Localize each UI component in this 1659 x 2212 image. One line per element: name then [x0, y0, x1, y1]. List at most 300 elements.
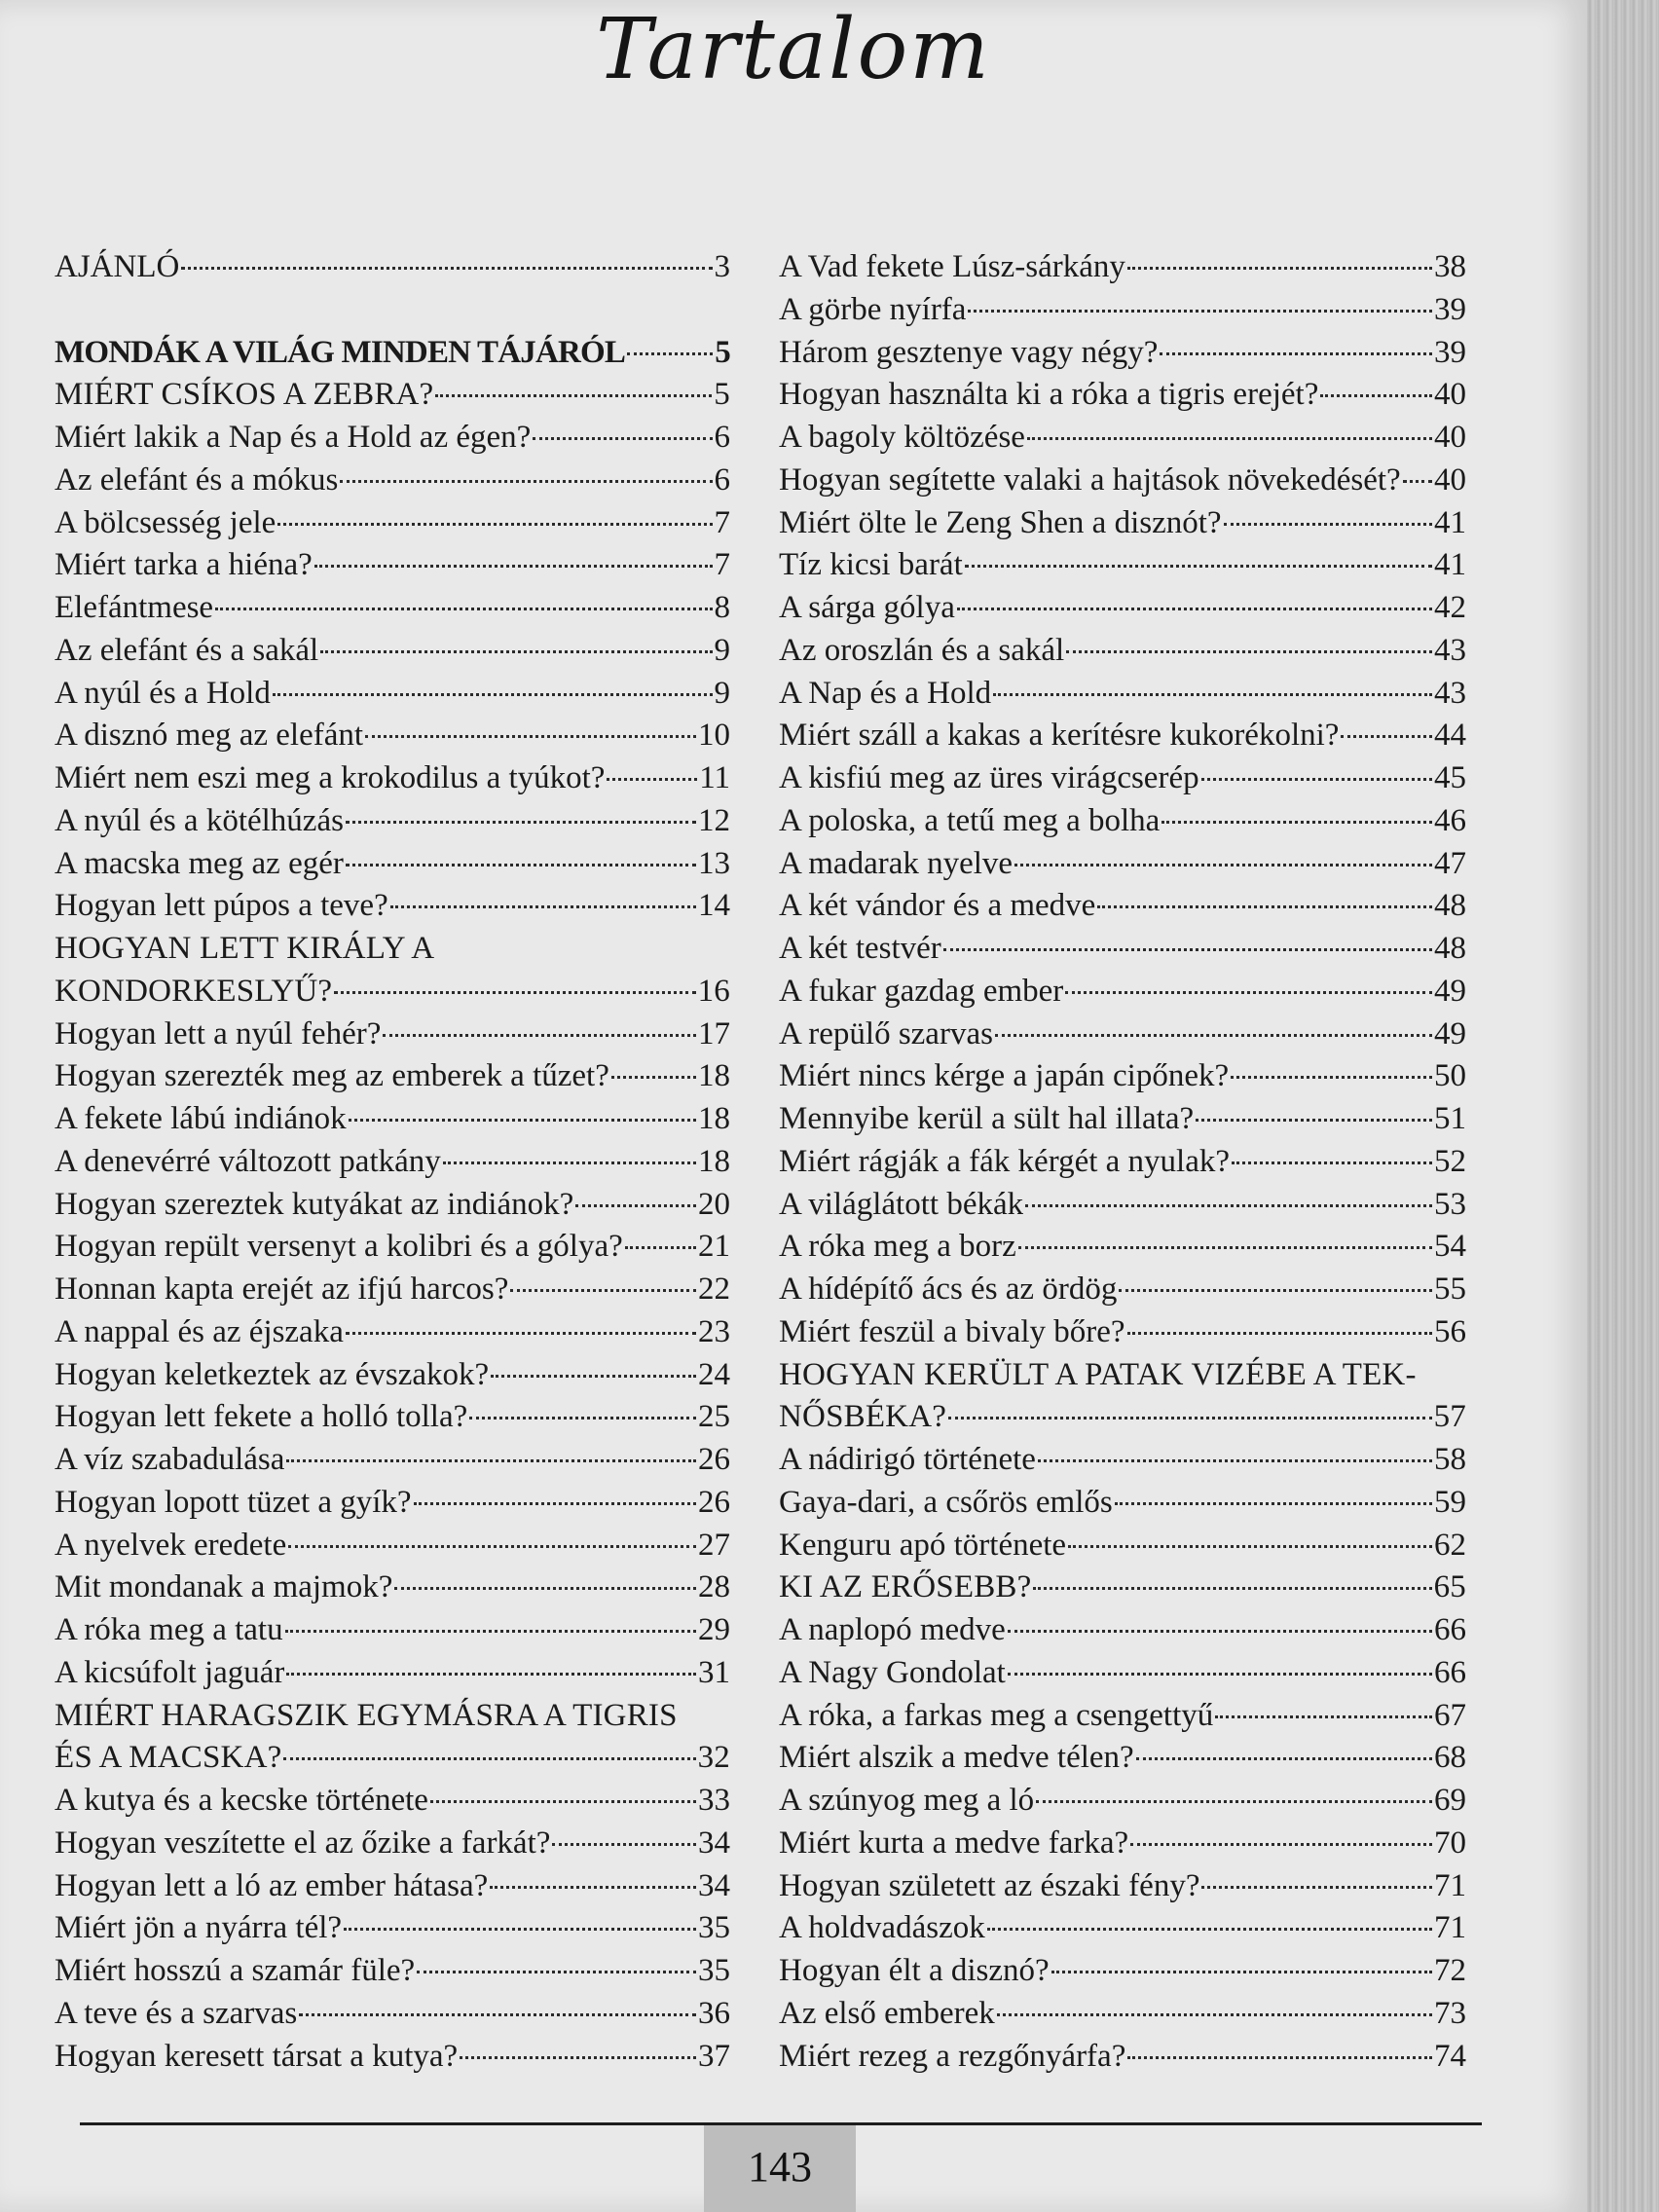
toc-entry: [55, 1780, 730, 1823]
toc-entry: [779, 1567, 1466, 1609]
dot-leader: [340, 480, 712, 483]
toc-entry-page: 13: [698, 845, 730, 881]
toc-entry-title: A poloska, a tetű meg a bolha: [779, 802, 1161, 838]
toc-entry-page: 68: [1434, 1740, 1466, 1776]
toc-entry-title: KONDORKESLYŰ?: [55, 973, 333, 1009]
toc-entry-title-line: HOGYAN LETT KIRÁLY A: [55, 931, 435, 966]
dot-leader: [1038, 1459, 1432, 1462]
toc-entry-title: A nyúl és a kötélhúzás: [55, 802, 344, 838]
toc-entry-title: A róka meg a tatu: [55, 1612, 283, 1647]
toc-entry: [55, 630, 730, 673]
toc-entry: [779, 502, 1466, 545]
dot-leader: [286, 1459, 696, 1462]
toc-entry: [779, 1652, 1466, 1695]
toc-entry-title: NŐSBÉKA?: [779, 1399, 947, 1435]
toc-entry-title: KI AZ ERŐSEBB?: [779, 1569, 1032, 1605]
toc-entry-page: 23: [698, 1313, 730, 1349]
dot-leader: [625, 1246, 696, 1249]
dot-leader: [435, 394, 712, 397]
toc-right-column: [779, 246, 1466, 2078]
toc-entry-title: A kicsúfolt jaguár: [55, 1654, 285, 1690]
toc-entry: [55, 417, 730, 460]
toc-entry-page: 69: [1434, 1783, 1466, 1818]
toc-entry-title: A kisfiú meg az üres virágcserép: [779, 760, 1199, 795]
toc-entry: [779, 332, 1466, 375]
toc-entry-title: A hídépítő ács és az ördög: [779, 1272, 1118, 1307]
dot-leader: [286, 1673, 696, 1676]
dot-leader: [430, 1800, 696, 1803]
toc-entry: [55, 1950, 730, 1993]
toc-entry-title: Miért ölte le Zeng Shen a disznót?: [779, 504, 1222, 540]
toc-entry-title: A víz szabadulása: [55, 1442, 285, 1477]
toc-entry-title: Az első emberek: [779, 1995, 995, 2031]
dot-leader: [1161, 821, 1432, 824]
toc-entry-page: 17: [698, 1015, 730, 1051]
toc-entry-title: Hogyan élt a disznó?: [779, 1953, 1050, 1988]
toc-entry-page: 74: [1434, 2038, 1466, 2074]
dot-leader: [533, 437, 712, 440]
dot-leader: [181, 267, 712, 270]
toc-entry-title: Hogyan lett púpos a teve?: [55, 888, 388, 924]
toc-entry: [55, 1439, 730, 1482]
dot-leader: [1320, 394, 1432, 397]
toc-entry: [55, 332, 730, 375]
toc-entry-title: Mennyibe kerül a sült hal illata?: [779, 1101, 1195, 1136]
toc-entry-title: Miért rezeg a rezgőnyárfa?: [779, 2038, 1126, 2074]
toc-entry-page: 6: [714, 420, 730, 455]
dot-leader: [1014, 864, 1432, 866]
toc-entry: [779, 1950, 1466, 1993]
dot-leader: [390, 905, 696, 908]
toc-entry: [779, 587, 1466, 630]
toc-entry: [55, 1055, 730, 1098]
toc-entry: [55, 715, 730, 757]
toc-entry: [779, 1737, 1466, 1780]
toc-entry: [55, 1737, 730, 1780]
dot-leader: [948, 1417, 1431, 1419]
dot-leader: [1018, 1246, 1432, 1249]
dot-leader: [491, 1375, 696, 1378]
toc-entry-page: 34: [698, 1825, 730, 1861]
toc-entry-page: 49: [1434, 1015, 1466, 1051]
toc-entry: [55, 885, 730, 928]
toc-entry-title: Az elefánt és a sakál: [55, 632, 319, 668]
toc-entry: [55, 1609, 730, 1652]
toc-entry: [779, 246, 1466, 289]
dot-leader: [394, 1587, 696, 1590]
toc-entry: [779, 971, 1466, 1014]
toc-entry-page: 34: [698, 1867, 730, 1903]
toc-entry: [779, 460, 1466, 502]
toc-entry-title: A madarak nyelve: [779, 845, 1014, 881]
toc-entry-page: 52: [1434, 1143, 1466, 1179]
toc-entry: [779, 928, 1466, 971]
dot-leader: [957, 608, 1432, 610]
toc-entry-title: A bölcsesség jele: [55, 504, 276, 540]
toc-entry-page: 5: [715, 334, 730, 370]
toc-entry-page: 7: [714, 504, 730, 540]
toc-entry-title: Az elefánt és a mókus: [55, 461, 339, 498]
toc-entry-title: Miért száll a kakas a kerítésre kukorékolni?: [779, 718, 1340, 754]
dot-leader: [1065, 991, 1432, 994]
dot-leader: [299, 2013, 696, 2016]
toc-entry-title: A fekete lábú indiánok: [55, 1101, 347, 1136]
toc-entry-page: 40: [1434, 377, 1466, 413]
toc-entry-title: A teve és a szarvas: [55, 1995, 298, 2031]
toc-entry: [779, 1993, 1466, 2036]
dot-leader: [443, 1161, 696, 1164]
toc-entry-page: 9: [714, 632, 730, 668]
toc-entry-page: 43: [1434, 632, 1466, 668]
dot-leader: [1008, 1630, 1432, 1633]
toc-entry-title: Miért alszik a medve télen?: [779, 1740, 1134, 1776]
toc-entry-page: 36: [698, 1995, 730, 2031]
toc-entry-page: 26: [698, 1442, 730, 1477]
toc-entry-title: A Vad fekete Lúsz-sárkány: [779, 249, 1125, 284]
dot-leader: [1215, 1715, 1432, 1718]
toc-entry-page: 40: [1434, 420, 1466, 455]
dot-leader: [1403, 480, 1432, 483]
toc-entry-page: 24: [698, 1356, 730, 1392]
dot-leader: [460, 2056, 696, 2059]
dot-leader: [611, 1076, 696, 1079]
toc-entry-page: 3: [714, 249, 730, 284]
dot-leader: [273, 693, 713, 696]
toc-entry-page: 45: [1434, 760, 1466, 795]
dot-leader: [575, 1204, 696, 1207]
toc-entry-title: Gaya-dari, a csőrös emlős: [779, 1484, 1113, 1520]
toc-entry-page: 54: [1434, 1229, 1466, 1265]
toc-entry: [55, 1482, 730, 1525]
dot-leader: [344, 1928, 696, 1931]
toc-entry-page: 37: [698, 2038, 730, 2074]
dot-leader: [277, 523, 712, 526]
toc-entry: [55, 1226, 730, 1269]
toc-entry-page: 6: [714, 461, 730, 498]
toc-entry-page: 32: [697, 1740, 730, 1776]
dot-leader: [1068, 1545, 1432, 1548]
toc-entry-title: Hogyan keresett társat a kutya?: [55, 2038, 459, 2074]
toc-entry-page: 39: [1434, 291, 1466, 327]
toc-entry-page: 41: [1434, 504, 1466, 540]
dot-leader: [1201, 778, 1432, 781]
toc-entry-title: Hogyan lett a nyúl fehér?: [55, 1015, 382, 1051]
dot-leader: [349, 1119, 696, 1122]
toc-entry-title: A nádirigó története: [779, 1442, 1036, 1477]
toc-entry-page: 10: [698, 718, 730, 754]
toc-entry: [55, 1525, 730, 1567]
toc-entry-page: 39: [1434, 334, 1466, 370]
dot-leader: [215, 608, 712, 610]
toc-entry-page: 7: [714, 547, 730, 583]
toc-entry-title: Miért lakik a Nap és a Hold az égen?: [55, 420, 532, 455]
toc-entry-title: A nyelvek eredete: [55, 1527, 287, 1563]
toc-entry-title: A szúnyog meg a ló: [779, 1783, 1035, 1818]
toc-entry-title: Honnan kapta erejét az ifjú harcos?: [55, 1272, 509, 1307]
dot-leader: [987, 1928, 1432, 1931]
toc-entry: [779, 630, 1466, 673]
toc-entry-page: 51: [1434, 1101, 1466, 1136]
toc-entry-title: MIÉRT CSÍKOS A ZEBRA?: [55, 377, 434, 413]
dot-leader: [288, 1545, 696, 1548]
toc-entry-title: Hogyan segítette valaki a hajtások növekedését?: [779, 461, 1401, 498]
dot-leader: [334, 991, 695, 994]
toc-entry-title: A görbe nyírfa: [779, 291, 967, 327]
dot-leader: [1097, 905, 1432, 908]
toc-entry-title: A két vándor és a medve: [779, 888, 1096, 924]
toc-entry-title: A róka meg a borz: [779, 1229, 1016, 1265]
toc-entry-title: Miért kurta a medve farka?: [779, 1825, 1129, 1861]
dot-leader: [346, 864, 696, 866]
dot-leader: [993, 693, 1432, 696]
toc-entry-page: 72: [1434, 1953, 1466, 1988]
toc-entry-title: AJÁNLÓ: [55, 249, 180, 284]
toc-entry: [55, 1907, 730, 1950]
toc-entry-title: Hogyan született az északi fény?: [779, 1867, 1200, 1903]
toc-entry-title: Az oroszlán és a sakál: [779, 632, 1065, 668]
toc-entry-page: 35: [698, 1910, 730, 1946]
toc-entry: [779, 1609, 1466, 1652]
page-title: Tartalom: [596, 1, 991, 98]
page-number: 143: [748, 2143, 812, 2191]
page-number-box: [704, 2125, 856, 2212]
toc-entry: [55, 502, 730, 545]
toc-entry-title: Hogyan szerezték meg az emberek a tűzet?: [55, 1058, 609, 1094]
toc-entry-title: Hogyan keletkeztek az évszakok?: [55, 1356, 490, 1392]
dot-leader: [1341, 735, 1432, 738]
toc-entry: [779, 417, 1466, 460]
toc-entry-page: 35: [698, 1953, 730, 1988]
dot-leader: [1066, 650, 1432, 653]
toc-entry-page: 22: [698, 1272, 730, 1307]
toc-entry-title: Miért nincs kérge a japán cipőnek?: [779, 1058, 1230, 1094]
toc-entry-page: 27: [698, 1527, 730, 1563]
toc-entry-title: Hogyan lett a ló az ember hátasa?: [55, 1867, 489, 1903]
toc-entry-page: 38: [1434, 249, 1466, 284]
toc-entry-title: A denevérré változott patkány: [55, 1143, 441, 1179]
dot-leader: [320, 650, 712, 653]
toc-entry-title: A sárga gólya: [779, 590, 955, 625]
toc-entry-page: 29: [698, 1612, 730, 1647]
toc-entry-page: 20: [698, 1186, 730, 1222]
toc-entry: [55, 757, 730, 800]
toc-entry: [55, 1993, 730, 2036]
dot-leader: [1051, 1971, 1432, 1973]
toc-entry-title-line: MIÉRT HARAGSZIK EGYMÁSRA A TIGRIS: [55, 1697, 678, 1733]
toc-entry-title: A kutya és a kecske története: [55, 1783, 428, 1818]
dot-leader: [552, 1843, 696, 1846]
toc-entry-title: Hogyan veszítette el az őzike a farkát?: [55, 1825, 551, 1861]
toc-entry-page: 66: [1434, 1612, 1466, 1647]
toc-entry: [55, 1865, 730, 1908]
toc-entry-title: Elefántmese: [55, 590, 214, 625]
dot-leader: [1196, 1119, 1432, 1122]
toc-entry-title: ÉS A MACSKA?: [55, 1740, 282, 1776]
toc-entry-title: Hogyan szereztek kutyákat az indiánok?: [55, 1186, 574, 1222]
toc-entry: [779, 1055, 1466, 1098]
toc-entry-page: 42: [1434, 590, 1466, 625]
toc-entry: [55, 1184, 730, 1227]
toc-entry-page: 41: [1434, 547, 1466, 583]
toc-entry-title: Miért rágják a fák kérgét a nyulak?: [779, 1143, 1231, 1179]
toc-entry-title: A nyúl és a Hold: [55, 675, 271, 711]
toc-entry: [779, 1226, 1466, 1269]
toc-entry: [779, 1865, 1466, 1908]
toc-entry-title: A Nap és a Hold: [779, 675, 992, 711]
dot-leader: [607, 778, 697, 781]
toc-entry-title: A fukar gazdag ember: [779, 973, 1064, 1009]
toc-entry: [779, 757, 1466, 800]
toc-entry-title: A nappal és az éjszaka: [55, 1313, 344, 1349]
toc-entry: [779, 1525, 1466, 1567]
dot-leader: [1130, 1843, 1432, 1846]
dot-leader: [1119, 1289, 1432, 1292]
toc-entry-title: Miért nem eszi meg a krokodilus a tyúkot?: [55, 760, 606, 795]
toc-entry: [55, 1823, 730, 1865]
page-edge-shadow: [1587, 0, 1659, 2212]
toc-entry: [55, 1652, 730, 1695]
toc-entry-page: 46: [1434, 802, 1466, 838]
dot-leader: [627, 352, 713, 355]
toc-entry: [779, 673, 1466, 716]
toc-entry-title: A repülő szarvas: [779, 1015, 993, 1051]
toc-entry-page: 56: [1434, 1313, 1466, 1349]
dot-leader: [1160, 352, 1432, 355]
toc-entry: [55, 1141, 730, 1184]
toc-entry: [55, 971, 730, 1014]
toc-entry-title: Hogyan lett fekete a holló tolla?: [55, 1399, 468, 1435]
toc-entry: [55, 1269, 730, 1311]
toc-entry-page: 26: [698, 1484, 730, 1520]
dot-leader: [1136, 1757, 1432, 1760]
dot-leader: [383, 1034, 696, 1037]
dot-leader: [1224, 523, 1432, 526]
toc-entry: [779, 1396, 1466, 1439]
toc-entry-title: A disznó meg az elefánt: [55, 718, 364, 754]
toc-entry: [55, 673, 730, 716]
toc-entry-page: 12: [698, 802, 730, 838]
dot-leader: [1127, 2056, 1432, 2059]
toc-entry-page: 48: [1434, 931, 1466, 966]
toc-spacer: [55, 289, 730, 332]
toc-entry-page: 21: [698, 1229, 730, 1265]
dot-leader: [1232, 1161, 1432, 1164]
toc-entry: [779, 1907, 1466, 1950]
toc-entry-title: MONDÁK A VILÁG MINDEN TÁJÁRÓL: [55, 334, 626, 370]
dot-leader: [968, 310, 1432, 313]
toc-entry-title: A bagoly költözése: [779, 420, 1025, 455]
toc-entry: [779, 1269, 1466, 1311]
toc-entry: [55, 800, 730, 843]
dot-leader: [490, 1886, 696, 1889]
toc-entry-title: Miért feszül a bivaly bőre?: [779, 1313, 1125, 1349]
toc-entry: [779, 885, 1466, 928]
toc-entry-title: Hogyan lopott tüzet a gyík?: [55, 1484, 412, 1520]
toc-entry-page: 66: [1434, 1654, 1466, 1690]
toc-entry: [779, 1482, 1466, 1525]
toc-entry-page: 67: [1434, 1697, 1466, 1733]
dot-leader: [995, 1034, 1432, 1037]
dot-leader: [417, 1971, 696, 1973]
dot-leader: [283, 1757, 695, 1760]
toc-entry: [779, 843, 1466, 886]
toc-entry: [779, 1695, 1466, 1738]
dot-leader: [346, 821, 696, 824]
toc-entry: [55, 1098, 730, 1141]
dot-leader: [1036, 1800, 1432, 1803]
dot-leader: [346, 1332, 696, 1335]
toc-entry-page: 28: [698, 1569, 730, 1605]
dot-leader: [997, 2013, 1432, 2016]
dot-leader: [1127, 1332, 1432, 1335]
dot-leader: [1127, 267, 1432, 270]
toc-entry-page: 14: [698, 888, 730, 924]
toc-entry-title: A világlátott békák: [779, 1186, 1024, 1222]
toc-entry: [779, 715, 1466, 757]
toc-entry-page: 53: [1434, 1186, 1466, 1222]
toc-entry-page: 44: [1434, 718, 1466, 754]
toc-entry-title: Miért tarka a hiéna?: [55, 547, 313, 583]
dot-leader: [1033, 1587, 1431, 1590]
toc-entry-page: 71: [1434, 1910, 1466, 1946]
toc-entry-page: 33: [698, 1783, 730, 1818]
toc-entry: [779, 1439, 1466, 1482]
toc-entry-title: Tíz kicsi barát: [779, 547, 963, 583]
toc-entry: [55, 1014, 730, 1056]
dot-leader: [1027, 437, 1432, 440]
toc-entry-title: Mit mondanak a majmok?: [55, 1569, 393, 1605]
toc-entry: [779, 289, 1466, 332]
toc-entry-title: Hogyan repült versenyt a kolibri és a gólya?: [55, 1229, 623, 1265]
dot-leader: [1231, 1076, 1432, 1079]
toc-entry-title: Hogyan használta ki a róka a tigris erejét?: [779, 377, 1319, 413]
toc-entry-page: 18: [698, 1143, 730, 1179]
toc-entry-page: 71: [1434, 1867, 1466, 1903]
toc-entry: [779, 1014, 1466, 1056]
toc-entry-title: A holdvadászok: [779, 1910, 985, 1946]
dot-leader: [469, 1417, 696, 1419]
dot-leader: [1008, 1673, 1432, 1676]
dot-leader: [1025, 1204, 1432, 1207]
toc-entry-page: 65: [1433, 1569, 1466, 1605]
toc-entry-page: 57: [1433, 1399, 1466, 1435]
toc-entry: [779, 800, 1466, 843]
toc-entry-title: A róka, a farkas meg a csengettyű: [779, 1697, 1214, 1733]
toc-entry-title: Három gesztenye vagy négy?: [779, 334, 1159, 370]
dot-leader: [1115, 1502, 1432, 1505]
toc-entry: [55, 460, 730, 502]
toc-entry: [55, 1396, 730, 1439]
toc-entry-title: A macska meg az egér: [55, 845, 344, 881]
dot-leader: [943, 948, 1432, 951]
toc-entry-page: 5: [714, 377, 730, 413]
toc-entry-title: Kenguru apó története: [779, 1527, 1067, 1563]
dot-leader: [1201, 1886, 1432, 1889]
dot-leader: [365, 735, 696, 738]
toc-entry: [55, 246, 730, 289]
toc-entry-page: 40: [1434, 461, 1466, 498]
toc-entry-page: 25: [698, 1399, 730, 1435]
toc-entry-title: A két testvér: [779, 931, 941, 966]
toc-entry-page: 62: [1434, 1527, 1466, 1563]
toc-entry-page: 47: [1434, 845, 1466, 881]
toc-entry: [55, 1311, 730, 1354]
toc-entry-page: 49: [1434, 973, 1466, 1009]
toc-entry: [55, 1567, 730, 1609]
toc-entry-title-line: HOGYAN KERÜLT A PATAK VIZÉBE A TEK-: [779, 1356, 1417, 1392]
toc-entry: [55, 843, 730, 886]
toc-entry-page: 50: [1434, 1058, 1466, 1094]
